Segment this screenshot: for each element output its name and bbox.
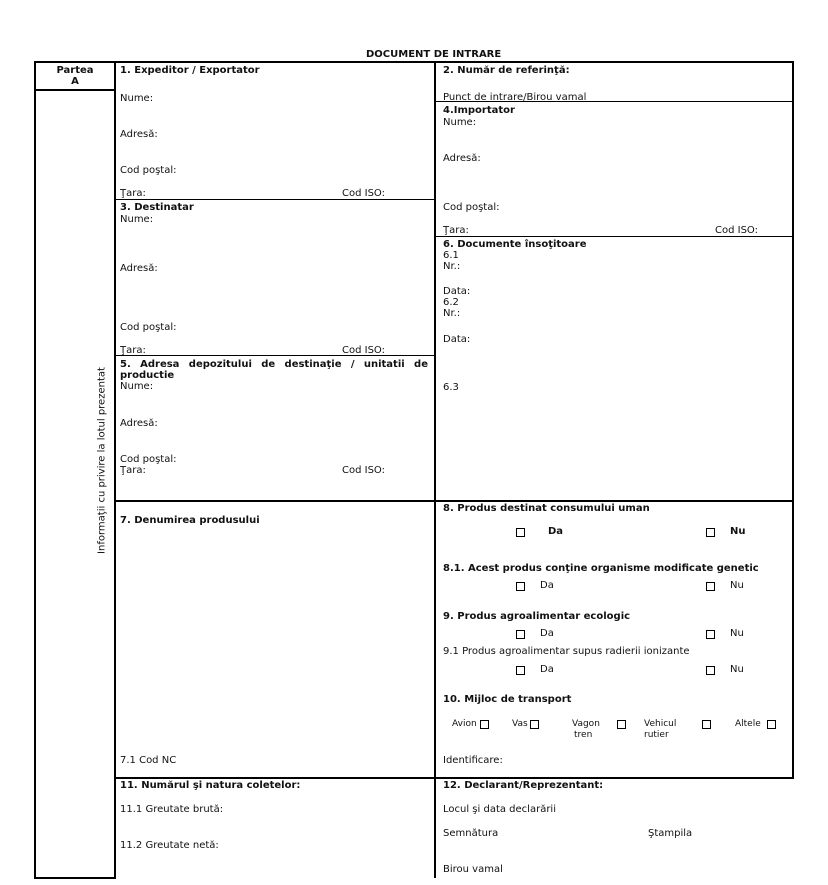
document-title: DOCUMENT DE INTRARE: [366, 49, 502, 60]
box10-title: 10. Mijloc de transport: [443, 694, 572, 705]
box12-place-label: Locul şi data declarării: [443, 804, 556, 815]
box5-address-label: Adresă:: [120, 418, 158, 429]
box6-section-61: 6.1: [443, 250, 459, 261]
box3-postal-label: Cod poştal:: [120, 322, 177, 333]
box8-title: 8. Produs destinat consumului uman: [443, 503, 650, 514]
box3-country-label: Ţara:: [120, 345, 146, 356]
box6-section-63: 6.3: [443, 382, 459, 393]
frame-top-line: [34, 61, 794, 63]
box5-postal-label: Cod poştal:: [120, 454, 177, 465]
box4-title: 4.Importator: [443, 105, 515, 116]
box81-yes-label: Da: [540, 580, 554, 591]
box3-name-label: Nume:: [120, 214, 154, 225]
frame-right-line: [792, 61, 794, 779]
part-letter: A: [71, 76, 79, 87]
box91-title: 9.1 Produs agroalimentar supus radierii ionizante: [443, 646, 690, 657]
box8-no-label: Nu: [730, 526, 746, 537]
box4-name-label: Nume:: [443, 117, 477, 128]
frame-bottom-left-line: [34, 877, 116, 879]
box2-entry-label: Punct de intrare/Birou vamal: [443, 92, 587, 103]
box91-no-label: Nu: [730, 664, 744, 675]
box6-date1-label: Data:: [443, 286, 471, 297]
divider-box7-box11: [114, 777, 794, 779]
left-column-divider: [114, 61, 116, 878]
box12-sign-label: Semnătura: [443, 828, 499, 839]
box6-date2-label: Data:: [443, 334, 471, 345]
box5-country-label: Ţara:: [120, 465, 146, 476]
divider-box4-box6: [434, 236, 794, 237]
box12-stamp-label: Ştampila: [648, 828, 693, 839]
box81-no-label: Nu: [730, 580, 744, 591]
box9-no-checkbox[interactable]: [706, 630, 715, 639]
box10-other-label: Altele: [735, 719, 761, 729]
box2-title: 2. Număr de referinţă:: [443, 65, 570, 76]
box5-iso-label: Cod ISO:: [342, 465, 385, 476]
box1-address-label: Adresă:: [120, 129, 158, 140]
box1-title: 1. Expeditor / Exportator: [120, 65, 260, 76]
box6-section-62: 6.2: [443, 297, 459, 308]
part-header-divider: [34, 89, 116, 91]
box3-address-label: Adresă:: [120, 263, 158, 274]
center-column-divider: [434, 61, 436, 878]
box4-address-label: Adresă:: [443, 153, 481, 164]
box9-no-label: Nu: [730, 628, 744, 639]
box91-yes-label: Da: [540, 664, 554, 675]
box10-wagon-label-line2: tren: [574, 730, 593, 740]
box10-ship-label: Vas: [512, 719, 528, 729]
box8-yes-checkbox[interactable]: [516, 528, 525, 537]
box10-other-checkbox[interactable]: [767, 720, 776, 729]
box1-name-label: Nume:: [120, 93, 154, 104]
box9-title: 9. Produs agroalimentar ecologic: [443, 611, 631, 622]
box12-title: 12. Declarant/Reprezentant:: [443, 780, 604, 791]
box10-vehicle-label-line2: rutier: [644, 730, 669, 740]
box10-vehicle-checkbox[interactable]: [702, 720, 711, 729]
box5-title-line2: productie: [120, 370, 175, 381]
box6-title: 6. Documente însoţitoare: [443, 239, 587, 250]
box4-country-label: Ţara:: [443, 225, 469, 236]
box7-nc-label: 7.1 Cod NC: [120, 755, 177, 766]
box7-title: 7. Denumirea produsului: [120, 515, 260, 526]
side-label: Informaţii cu privire la lotul prezentat: [96, 367, 108, 554]
box91-no-checkbox[interactable]: [706, 666, 715, 675]
divider-box3-box5: [114, 355, 434, 356]
box5-name-label: Nume:: [120, 381, 154, 392]
frame-left-line: [34, 61, 36, 878]
box10-wagon-checkbox[interactable]: [617, 720, 626, 729]
part-label: Partea: [56, 65, 94, 76]
box1-iso-label: Cod ISO:: [342, 188, 385, 199]
box3-title: 3. Destinatar: [120, 202, 194, 213]
box81-title: 8.1. Acest produs conţine organisme modificate genetic: [443, 563, 759, 574]
box10-wagon-label: Vagon: [572, 719, 600, 729]
box9-yes-checkbox[interactable]: [516, 630, 525, 639]
box6-nr2-label: Nr.:: [443, 308, 461, 319]
divider-box1-box3: [114, 199, 434, 200]
box11-title: 11. Numărul şi natura coletelor:: [120, 780, 301, 791]
box81-yes-checkbox[interactable]: [516, 582, 525, 591]
box10-plane-checkbox[interactable]: [480, 720, 489, 729]
box8-yes-label: Da: [548, 526, 564, 537]
box6-nr1-label: Nr.:: [443, 261, 461, 272]
box11-gross-label: 11.1 Greutate brută:: [120, 804, 224, 815]
box3-iso-label: Cod ISO:: [342, 345, 385, 356]
box12-customs-label: Birou vamal: [443, 864, 503, 875]
box1-country-label: Ţara:: [120, 188, 146, 199]
box81-no-checkbox[interactable]: [706, 582, 715, 591]
box10-ship-checkbox[interactable]: [530, 720, 539, 729]
box10-vehicle-label: Vehicul: [644, 719, 677, 729]
box5-title: 5. Adresa depozitului de destinaţie / unitatii de: [120, 359, 428, 370]
box1-postal-label: Cod poştal:: [120, 165, 177, 176]
box4-postal-label: Cod poştal:: [443, 202, 500, 213]
box9-yes-label: Da: [540, 628, 554, 639]
box10-plane-label: Avion: [452, 719, 477, 729]
box11-net-label: 11.2 Greutate netă:: [120, 840, 219, 851]
box8-no-checkbox[interactable]: [706, 528, 715, 537]
divider-box5-box7: [114, 500, 794, 502]
box4-iso-label: Cod ISO:: [715, 225, 758, 236]
box91-yes-checkbox[interactable]: [516, 666, 525, 675]
box10-ident-label: Identificare:: [443, 755, 503, 766]
